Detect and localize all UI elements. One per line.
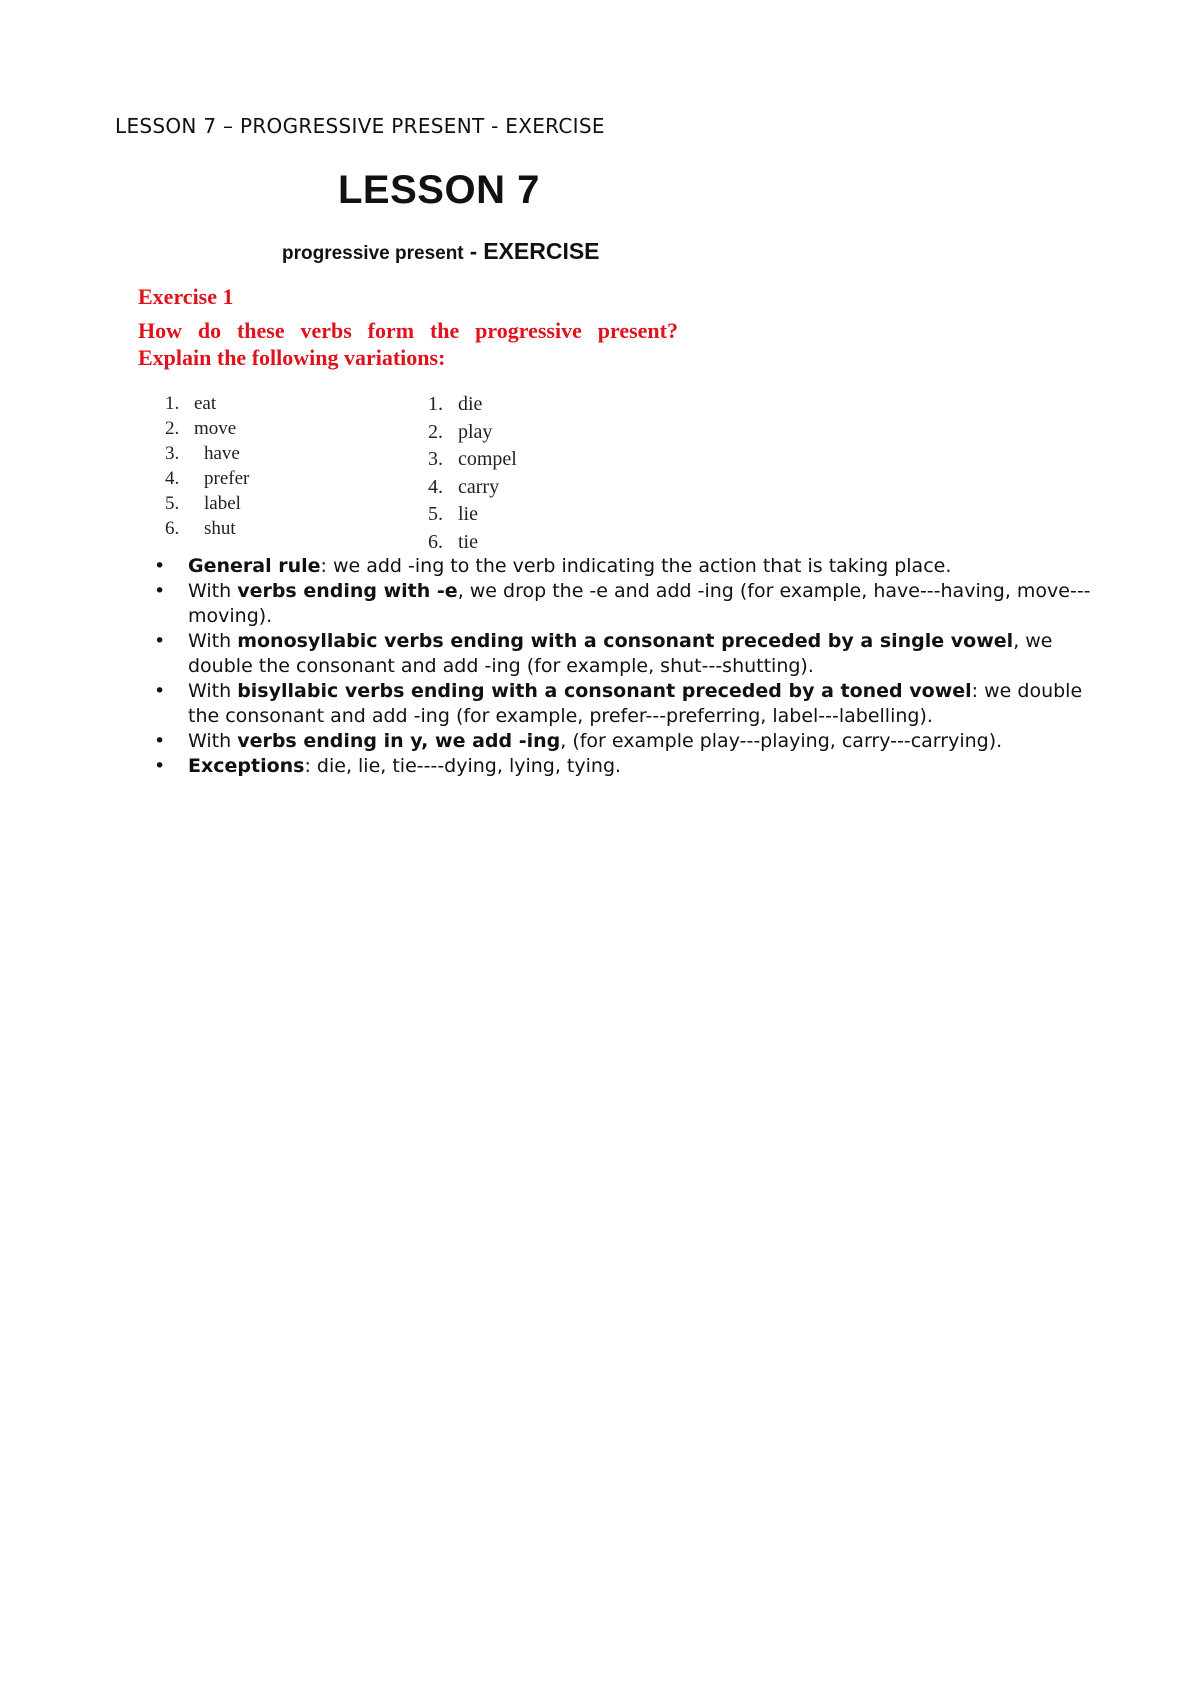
- list-item-number: 6.: [428, 530, 443, 553]
- list-item-number: 4.: [428, 475, 443, 498]
- rule-text: : we double the consonant and add -ing (for example, prefer---preferring, label---labelling).: [188, 680, 1083, 727]
- list-item-verb: prefer: [204, 468, 250, 489]
- rule-text: , we drop the -e and add -ing (for example, have---having, move---moving).: [188, 580, 1091, 627]
- list-item-verb: carry: [458, 475, 500, 498]
- bullet-icon: •: [154, 730, 166, 752]
- list-item: [165, 391, 249, 416]
- list-item-number: 6.: [165, 518, 180, 539]
- list-item: [428, 419, 517, 447]
- bullet-icon: •: [154, 630, 166, 652]
- rule-bold: verbs ending in y, we add -ing: [237, 730, 561, 752]
- list-item: [428, 529, 517, 557]
- list-item-number: 5.: [165, 493, 180, 514]
- verb-list-right: [428, 391, 517, 557]
- list-item-number: 2.: [165, 418, 180, 439]
- rule-item-exceptions: [154, 754, 1108, 779]
- verb-list-left: [165, 391, 249, 541]
- rule-bold: monosyllabic verbs ending with a consonant preceded by a single vowel: [237, 630, 1014, 652]
- lesson-subheading: [282, 238, 600, 265]
- rule-text: , (for example play---playing, carry---carrying).: [560, 730, 1003, 752]
- list-item: [428, 391, 517, 419]
- subheading-exercise: EXERCISE: [483, 238, 600, 264]
- bullet-icon: •: [154, 555, 166, 577]
- subheading-separator: -: [463, 239, 484, 264]
- list-item-number: 4.: [165, 468, 180, 489]
- list-item-number: 1.: [428, 393, 443, 415]
- subheading-topic: progressive present: [282, 243, 464, 264]
- document-title: LESSON 7 – PROGRESSIVE PRESENT - EXERCISE: [115, 114, 605, 138]
- rule-item-general: [154, 554, 1108, 579]
- list-item: [165, 441, 249, 466]
- rule-prefix: With: [188, 580, 238, 602]
- list-item: [165, 466, 249, 491]
- list-item-verb: move: [194, 418, 237, 439]
- rule-bold: verbs ending with -e: [237, 580, 458, 602]
- rule-item-bisyllabic: [154, 679, 1108, 729]
- rules-list: [154, 554, 1108, 779]
- list-item: [428, 446, 517, 474]
- list-item: [428, 501, 517, 529]
- list-item-verb: die: [458, 393, 483, 415]
- list-item: [165, 491, 249, 516]
- list-item-verb: play: [458, 420, 493, 443]
- list-item-number: 3.: [165, 443, 180, 464]
- rule-prefix: With: [188, 630, 238, 652]
- list-item-verb: shut: [204, 518, 236, 539]
- rule-text: : we add -ing to the verb indicating the action that is taking place.: [320, 555, 952, 577]
- exercise-label: Exercise 1: [138, 284, 234, 309]
- lesson-heading: LESSON 7: [338, 168, 540, 212]
- rule-item-ending-y: [154, 729, 1108, 754]
- list-item-number: 5.: [428, 503, 443, 526]
- list-item-verb: lie: [458, 503, 478, 526]
- list-item: [428, 474, 517, 502]
- bullet-icon: •: [154, 755, 166, 777]
- list-item-number: 3.: [428, 448, 443, 471]
- rule-prefix: With: [188, 730, 238, 752]
- rule-bold: Exceptions: [188, 755, 305, 777]
- rule-bold: bisyllabic verbs ending with a consonant preceded by a toned vowel: [237, 680, 972, 702]
- list-item-verb: label: [204, 493, 241, 514]
- rule-item-ending-e: [154, 579, 1108, 629]
- bullet-icon: •: [154, 580, 166, 602]
- exercise-instruction: Explain the following variations:: [138, 345, 446, 370]
- rule-text: : die, lie, tie----dying, lying, tying.: [304, 755, 622, 777]
- list-item-number: 2.: [428, 420, 443, 443]
- list-item-verb: compel: [458, 448, 517, 471]
- rule-text: , we double the consonant and add -ing (for example, shut---shutting).: [188, 630, 1053, 677]
- list-item-verb: tie: [458, 530, 478, 553]
- rule-item-monosyllabic: [154, 629, 1108, 679]
- list-item: [165, 516, 249, 541]
- list-item-number: 1.: [165, 393, 180, 414]
- exercise-question: How do these verbs form the progressive present?: [138, 318, 678, 343]
- rule-prefix: With: [188, 680, 238, 702]
- list-item: [165, 416, 249, 441]
- list-item-verb: eat: [194, 393, 217, 414]
- list-item-verb: have: [204, 443, 240, 464]
- rule-bold: General rule: [188, 555, 321, 577]
- bullet-icon: •: [154, 680, 166, 702]
